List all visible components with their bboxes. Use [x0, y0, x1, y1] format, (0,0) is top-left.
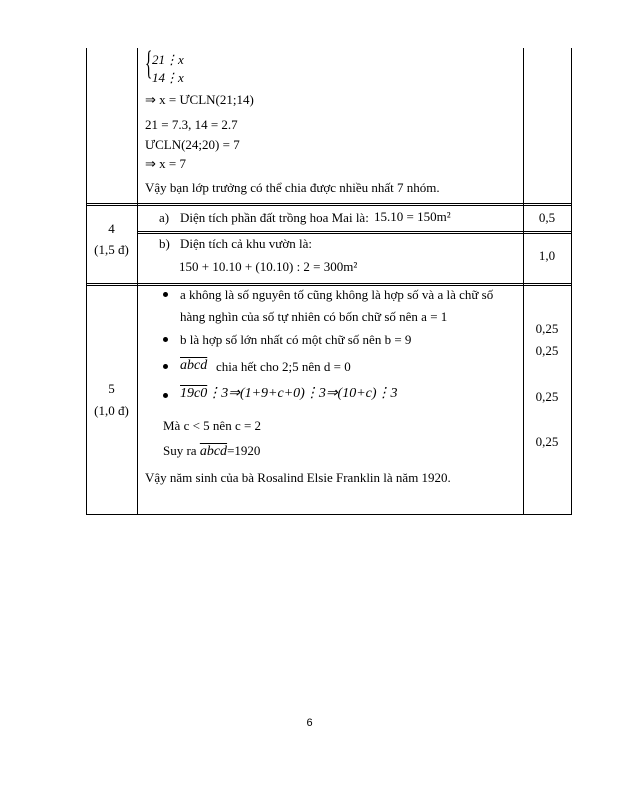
result-value: =1920 [227, 443, 261, 458]
gcd-step: ⇒ x = ƯCLN(21;14) [145, 92, 254, 107]
bullet-dot-4 [163, 393, 168, 398]
question-points-5: (1,0 đ) [94, 403, 129, 418]
question-number-5: 5 [108, 381, 115, 396]
bullet-dot-2 [163, 337, 168, 342]
bullet4-math [180, 386, 398, 401]
score-1: 0,25 [535, 321, 559, 336]
bullet4-overline: 19c0 [180, 386, 208, 401]
bullet4-rest: ⋮3⇒(1+9+c+0)⋮3⇒(10+c)⋮3 [207, 386, 398, 401]
system-eq-2: 14⋮x [152, 70, 184, 85]
subrow-divider-4a-4b [137, 231, 572, 232]
bullet-dot-3 [163, 364, 168, 369]
table-border-left [86, 48, 87, 515]
score-4: 0,25 [535, 434, 559, 449]
part-b-text: Diện tích cả khu vườn là: [180, 236, 312, 251]
table-border-right [571, 48, 572, 515]
factorization-step: 21 = 7.3, 14 = 2.7 [145, 117, 238, 132]
part-b-label: b) [159, 236, 170, 251]
bullet3-math: abcd [180, 358, 208, 373]
bullet-dot-1 [163, 292, 168, 297]
part-a-score: 0,5 [538, 210, 556, 225]
bullet1-line2: hàng nghìn của số tự nhiên có bốn chữ số nên a = 1 [180, 309, 448, 324]
row-divider-3-4 [86, 203, 572, 204]
result-overline: abcd [199, 444, 228, 459]
part-b-formula: 150 + 10.10 + (10.10) : 2 = 300m² [179, 259, 358, 274]
bullet2: b là hợp số lớn nhất có một chữ số nên b = 9 [180, 332, 412, 347]
subrow-divider-4a-4b-b [137, 233, 572, 234]
page-number: 6 [306, 717, 313, 729]
bullet1-line1: a không là số nguyên tố cũng không là hợp số và a là chữ số [180, 287, 494, 302]
table-border-bottom [86, 514, 572, 515]
result-line [163, 443, 260, 459]
row-divider-3-4b [86, 205, 572, 206]
row-divider-4-5b [86, 285, 572, 286]
x-result: ⇒ x = 7 [145, 156, 186, 171]
part-a-label: a) [159, 210, 170, 225]
table-divider-col1 [137, 48, 138, 515]
question-points-4: (1,5 đ) [94, 242, 129, 257]
part-a-text: Diện tích phần đất trồng hoa Mai là: [180, 210, 369, 225]
question-number-4: 4 [108, 221, 115, 236]
section5-conclusion: Vậy năm sinh của bà Rosalind Elsie Franklin là năm 1920. [145, 470, 451, 485]
part-a-formula: 15.10 = 150m² [374, 209, 451, 224]
section3-conclusion: Vậy bạn lớp trưởng có thể chia được nhiều nhất 7 nhóm. [145, 180, 440, 195]
gcd-result: ƯCLN(24;20) = 7 [145, 137, 240, 152]
score-3: 0,25 [535, 389, 559, 404]
bullet3-text: chia hết cho 2;5 nên d = 0 [216, 359, 351, 374]
system-eq-1: 21⋮x [152, 52, 184, 67]
c-condition: Mà c < 5 nên c = 2 [163, 418, 262, 433]
score-2: 0,25 [535, 343, 559, 358]
row-divider-4-5 [86, 283, 572, 284]
system-brace: { [145, 45, 153, 82]
result-prefix: Suy ra [163, 443, 197, 458]
part-b-score: 1,0 [538, 248, 556, 263]
